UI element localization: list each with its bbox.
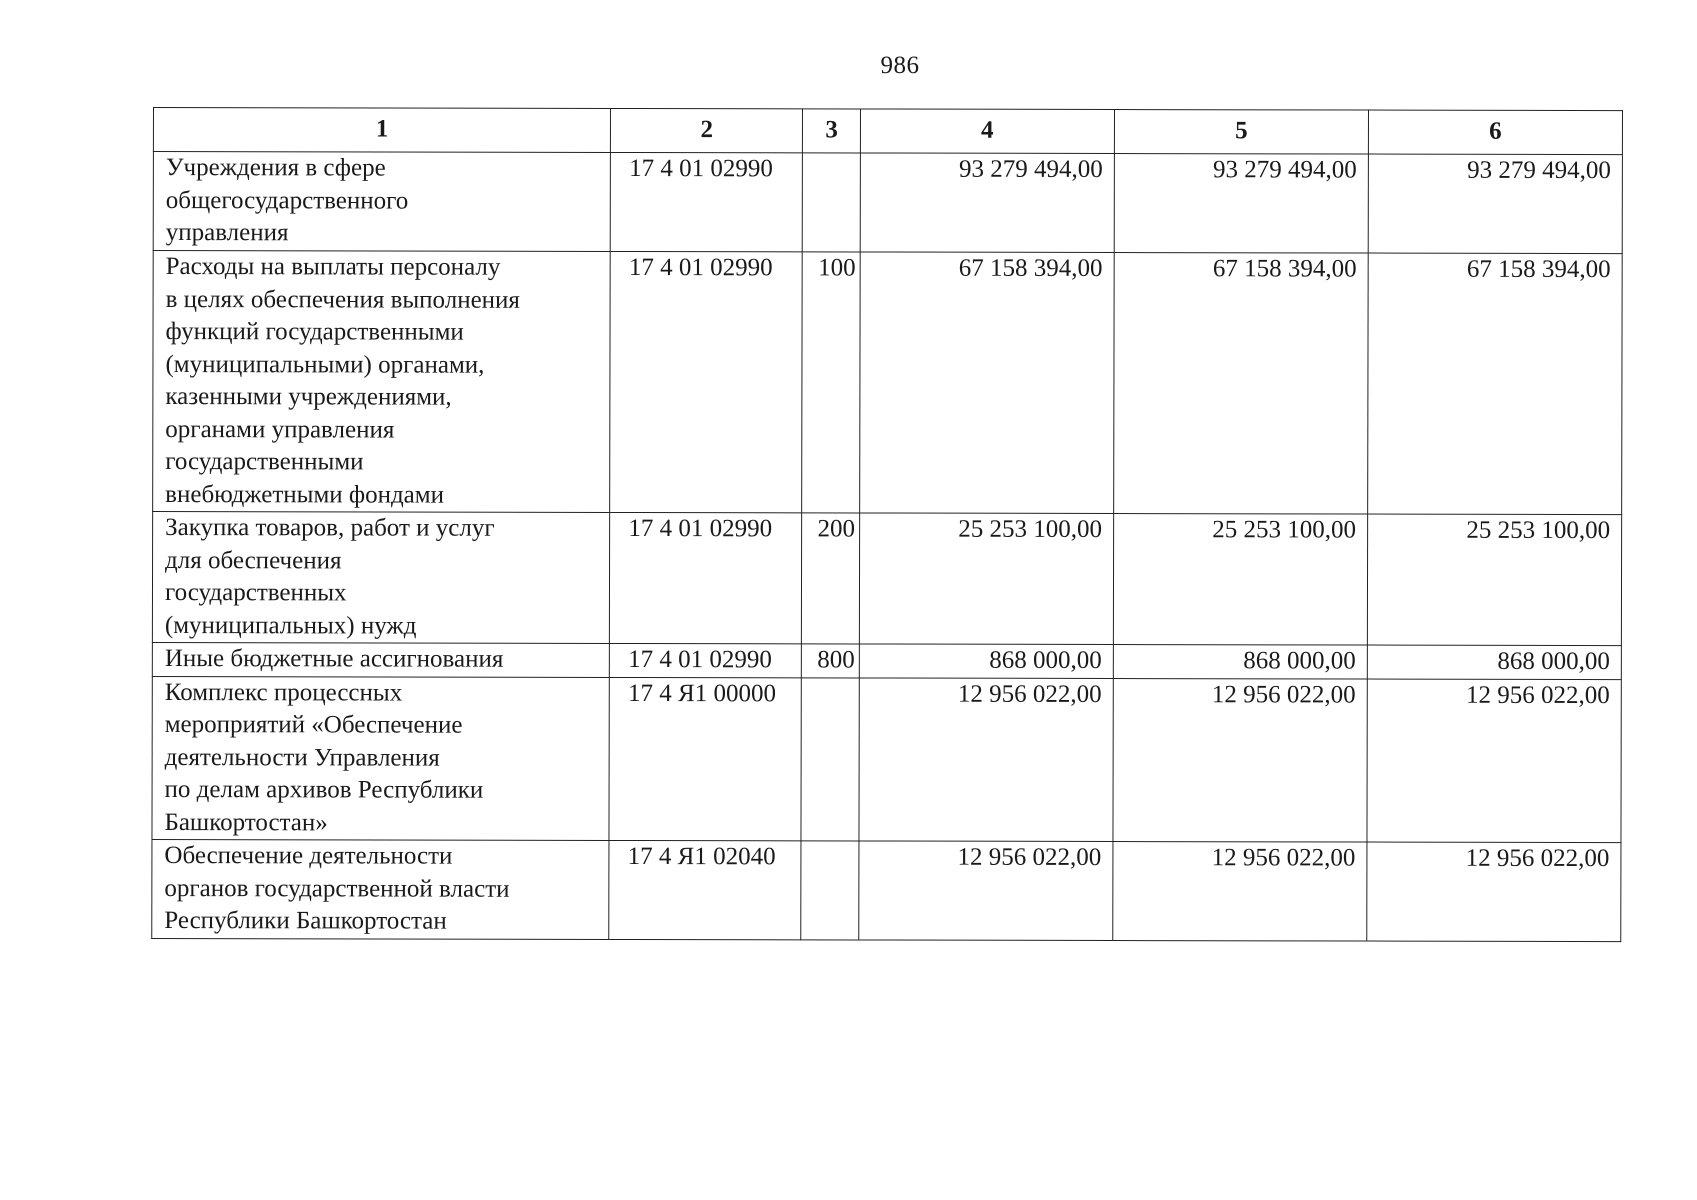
row-value-4: 25 253 100,00 bbox=[859, 513, 1113, 645]
row-value-4: 67 158 394,00 bbox=[860, 252, 1115, 514]
row-expense-type: 100 bbox=[802, 252, 860, 513]
header-col-3: 3 bbox=[803, 109, 861, 153]
row-value-4: 868 000,00 bbox=[859, 644, 1113, 678]
table-row bbox=[152, 839, 1621, 941]
row-name: Обеспечение деятельности органов государственной власти Республики Башкортостан bbox=[152, 839, 609, 938]
row-value-6: 868 000,00 bbox=[1367, 645, 1621, 679]
table-row bbox=[152, 642, 1621, 679]
row-value-5: 12 956 022,00 bbox=[1113, 678, 1367, 842]
table-header-row bbox=[153, 108, 1622, 155]
row-value-4: 93 279 494,00 bbox=[860, 153, 1114, 253]
row-name: Иные бюджетные ассигнования bbox=[152, 642, 609, 676]
row-name: Закупка товаров, работ и услуг для обеспечения государственных (муниципальных) нужд bbox=[152, 512, 610, 644]
row-value-6: 12 956 022,00 bbox=[1367, 842, 1621, 941]
row-value-5: 93 279 494,00 bbox=[1114, 154, 1368, 254]
row-expense-type bbox=[803, 153, 861, 252]
row-code: 17 4 01 02990 bbox=[610, 512, 802, 643]
row-code: 17 4 Я1 00000 bbox=[609, 677, 802, 841]
table-row bbox=[153, 152, 1622, 254]
row-expense-type: 800 bbox=[802, 644, 859, 678]
row-name: Учреждения в сфере общегосударственного управления bbox=[153, 152, 610, 252]
row-value-5: 67 158 394,00 bbox=[1114, 253, 1369, 515]
row-value-6: 25 253 100,00 bbox=[1367, 514, 1621, 646]
header-col-6: 6 bbox=[1368, 110, 1622, 155]
budget-table bbox=[151, 107, 1623, 942]
row-value-4: 12 956 022,00 bbox=[859, 841, 1113, 940]
row-value-5: 868 000,00 bbox=[1113, 645, 1367, 679]
row-code: 17 4 Я1 02040 bbox=[609, 840, 801, 939]
row-code: 17 4 01 02990 bbox=[610, 643, 802, 677]
row-value-4: 12 956 022,00 bbox=[859, 677, 1113, 841]
row-value-6: 12 956 022,00 bbox=[1367, 679, 1621, 843]
header-col-5: 5 bbox=[1114, 110, 1368, 155]
row-value-5: 12 956 022,00 bbox=[1113, 842, 1367, 941]
page-number: 986 bbox=[880, 52, 920, 79]
row-code: 17 4 01 02990 bbox=[610, 251, 803, 512]
row-value-5: 25 253 100,00 bbox=[1113, 514, 1367, 646]
header-col-1: 1 bbox=[153, 108, 610, 153]
table-row bbox=[153, 251, 1623, 515]
header-col-4: 4 bbox=[860, 109, 1114, 154]
row-expense-type: 200 bbox=[802, 513, 860, 644]
row-value-6: 93 279 494,00 bbox=[1368, 154, 1622, 254]
table-row bbox=[152, 676, 1621, 843]
row-value-6: 67 158 394,00 bbox=[1368, 253, 1623, 515]
row-expense-type bbox=[801, 677, 859, 841]
row-name: Комплекс процессных мероприятий «Обеспечение деятельности Управления по делам архивов Республики Башкортостан» bbox=[152, 676, 610, 840]
row-code: 17 4 01 02990 bbox=[610, 152, 802, 251]
table-row bbox=[152, 512, 1621, 646]
row-expense-type bbox=[801, 841, 859, 940]
header-col-2: 2 bbox=[611, 108, 803, 152]
row-name: Расходы на выплаты персоналу в целях обеспечения выполнения функций государственными (муниципальными) органами, казенными учреждениями, органами управления государственными внебюджетными фондами bbox=[153, 251, 611, 513]
